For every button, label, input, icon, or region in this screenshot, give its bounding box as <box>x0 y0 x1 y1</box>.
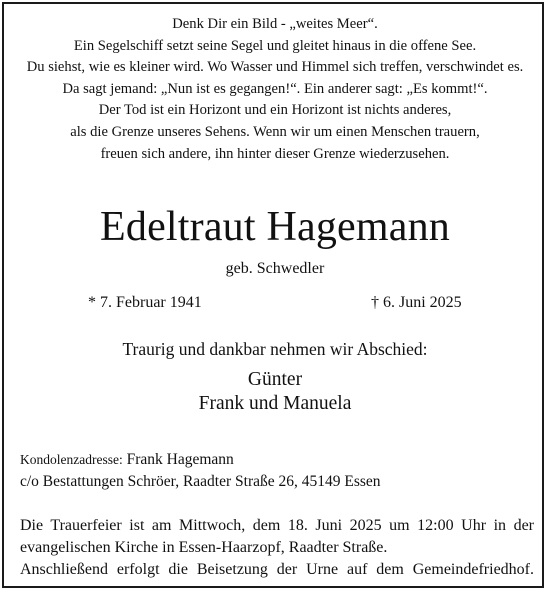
mourners <box>0 368 550 416</box>
funeral-line: Die Trauerfeier ist am Mittwoch, dem 18. Juni 2025 um 12:00 Uhr in der <box>20 517 534 534</box>
mourner-name: Günter <box>247 369 303 390</box>
poem-line: Denk Dir ein Bild - „weites Meer“. <box>172 16 378 32</box>
poem-line: Da sagt jemand: „Nun ist es gegangen!“. Ein anderer sagt: „Es kommt!“. <box>62 80 488 97</box>
poem <box>0 14 550 165</box>
funeral-line: evangelischen Kirche in Essen-Haarzopf, Raadter Straße. <box>20 539 388 556</box>
condolence-address <box>20 449 381 493</box>
poem-line: als die Grenze unseres Sehens. Wenn wir um einen Menschen trauern, <box>70 123 480 140</box>
condolence-street: c/o Bestattungen Schröer, Raadter Straße 26, 45149 Essen <box>20 473 381 490</box>
condolence-label: Kondolenzadresse: <box>20 452 123 467</box>
condolence-name: Frank Hagemann <box>126 451 234 468</box>
funeral-info <box>20 515 534 581</box>
condolence-line <box>20 449 381 471</box>
death-date: † 6. Juni 2025 <box>371 294 462 311</box>
maiden-name: geb. Schwedler <box>225 260 325 277</box>
funeral-line: Anschließend erfolgt die Beisetzung der Urne auf dem Gemeindefriedhof. <box>20 561 534 578</box>
birth-date: * 7. Februar 1941 <box>88 294 202 311</box>
poem-line: Du siehst, wie es kleiner wird. Wo Wasser und Himmel sich treffen, verschwindet es. <box>26 59 524 76</box>
poem-line: Der Tod ist ein Horizont und ein Horizont ist nichts anderes, <box>98 102 452 119</box>
deceased-name: Edeltraut Hagemann <box>100 204 450 250</box>
mourner-name: Frank und Manuela <box>198 393 352 414</box>
poem-line: freuen sich andere, ihn hinter dieser Grenze wiederzusehen. <box>100 145 450 162</box>
farewell-text: Traurig und dankbar nehmen wir Abschied: <box>122 339 428 359</box>
poem-line: Ein Segelschiff setzt seine Segel und gleitet hinaus in die offene See. <box>73 37 477 54</box>
